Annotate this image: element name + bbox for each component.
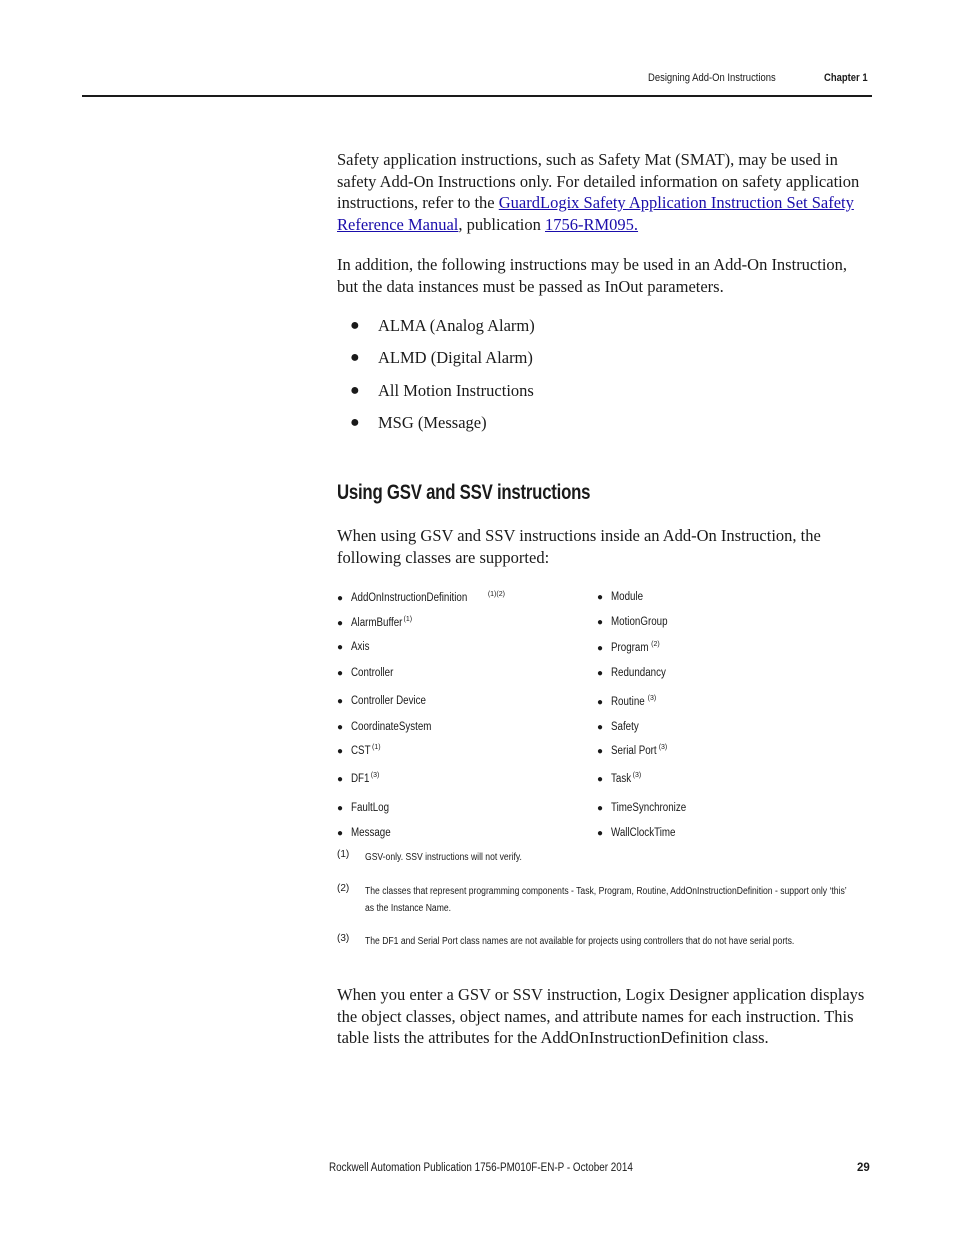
class-item [337,591,505,604]
class-item [337,772,379,785]
class-item [337,667,401,679]
class-item [597,744,667,757]
bullet-icon: ● [337,803,344,814]
list-item-label: MSG (Message) [378,412,487,432]
header-rule [82,95,872,97]
footnote-ref: (3) [632,772,642,779]
class-name: Safety [611,721,639,733]
chapter-label: Chapter 1 [824,72,868,84]
bullet-icon: ● [597,697,604,708]
bullet-icon: ● [350,413,360,431]
class-item [597,772,641,785]
list-item [350,315,535,347]
class-name: TimeSynchronize [611,802,687,814]
class-item [597,802,699,814]
bullet-icon: ● [597,722,604,733]
class-item [337,721,446,733]
class-name: Routine [611,696,645,708]
footnote-number: (2) [337,883,350,894]
class-name: Axis [351,641,370,653]
section-intro-paragraph: When using GSV and SSV instructions inside an Add-On Instruction, the following classes are supported: [337,526,821,567]
class-item [337,802,396,814]
footnote-text: The classes that represent programming components - Task, Program, Routine, AddOnInstructionDefinition - support only ‘this’ as the Instance Name. [365,886,847,914]
class-item [337,641,373,653]
class-name: Controller [351,667,394,679]
inout-parameters-paragraph: In addition, the following instructions may be used in an Add-On Instruction, but the data instances must be passed as InOut parameters. [337,255,848,296]
class-item [337,616,412,629]
class-name: Message [351,827,391,839]
footnote-text: The DF1 and Serial Port class names are not available for projects using controllers that do not have serial ports. [365,936,795,947]
class-name: Module [611,591,644,603]
list-item-label: All Motion Instructions [378,380,534,400]
class-item [597,641,660,654]
class-item [597,616,677,628]
list-item [350,347,535,379]
bullet-icon: ● [337,828,344,839]
list-item [350,380,535,412]
class-name: MotionGroup [611,616,668,628]
bullet-icon: ● [337,668,344,679]
class-item [597,721,644,733]
footnote-ref: (3) [370,772,380,779]
list-item-label: ALMA (Analog Alarm) [378,316,535,335]
class-name: DF1 [351,773,370,785]
footnote-ref: (3) [647,695,657,702]
class-name: AddOnInstructionDefinition [351,592,468,604]
bullet-icon: ● [337,642,344,653]
class-name: Serial Port [611,745,657,757]
footnote-number: (3) [337,933,350,944]
class-name: Task [611,773,632,785]
publication-link[interactable]: 1756-RM095. [545,214,639,234]
class-name: Program [611,642,649,654]
bullet-icon: ● [597,592,604,603]
class-name: Redundancy [611,667,666,679]
class-item [597,667,676,679]
footnote-number: (1) [337,849,350,860]
footnote-ref: (3) [658,744,668,751]
footnote-ref: (1)(2) [487,591,505,598]
bullet-icon: ● [597,617,604,628]
footnote-text: GSV-only. SSV instructions will not verify. [365,852,522,863]
class-name: Controller Device [351,695,426,707]
bullet-icon: ● [337,696,344,707]
class-item [597,827,687,839]
class-item [597,695,656,708]
class-name: FaultLog [351,802,390,814]
instruction-list [350,315,535,444]
class-name: AlarmBuffer [351,617,403,629]
page-number: 29 [857,1162,870,1174]
bullet-icon: ● [337,774,344,785]
bullet-icon: ● [350,317,360,334]
running-header-title: Designing Add-On Instructions [648,72,776,84]
class-name: CoordinateSystem [351,721,432,733]
guardlogix-manual-link[interactable]: GuardLogix Safety Application Instruction Set Safety Reference Manual [337,193,854,234]
list-item [350,412,535,444]
footnote-ref: (2) [651,641,660,648]
class-name: CST [351,745,371,757]
class-name: WallClockTime [611,827,676,839]
bullet-icon: ● [350,349,360,367]
section-heading: Using GSV and SSV instructions [337,481,591,504]
class-item [337,695,439,707]
class-item [337,744,381,757]
bullet-icon: ● [597,746,604,757]
bullet-icon: ● [350,381,360,399]
bullet-icon: ● [597,774,604,785]
footnote-ref: (1) [372,744,381,751]
bullet-icon: ● [337,593,344,604]
bullet-icon: ● [597,643,604,654]
gsv-ssv-entry-paragraph: When you enter a GSV or SSV instruction, Logix Designer application displays the object classes, object names, and attribute names for each instruction. This table lists the attributes for the AddOnInstructionDefinition class. [337,985,865,1047]
list-item-label: ALMD (Digital Alarm) [378,348,533,368]
para1-text: Safety application instructions, such as Safety Mat (SMAT), may be used in safety Add-On Instructions only. For detailed information on safety application instructions, refer to the [337,150,860,212]
class-item [597,591,649,603]
bullet-icon: ● [337,746,344,757]
class-item [337,827,398,839]
footnote-ref: (1) [403,616,413,623]
para1-text-mid: , publication [458,214,545,234]
bullet-icon: ● [337,722,344,733]
footer-publication: Rockwell Automation Publication 1756-PM010F-EN-P - October 2014 [329,1162,633,1174]
safety-instructions-paragraph [337,149,872,235]
bullet-icon: ● [597,803,604,814]
bullet-icon: ● [337,618,344,629]
bullet-icon: ● [597,828,604,839]
bullet-icon: ● [597,668,604,679]
